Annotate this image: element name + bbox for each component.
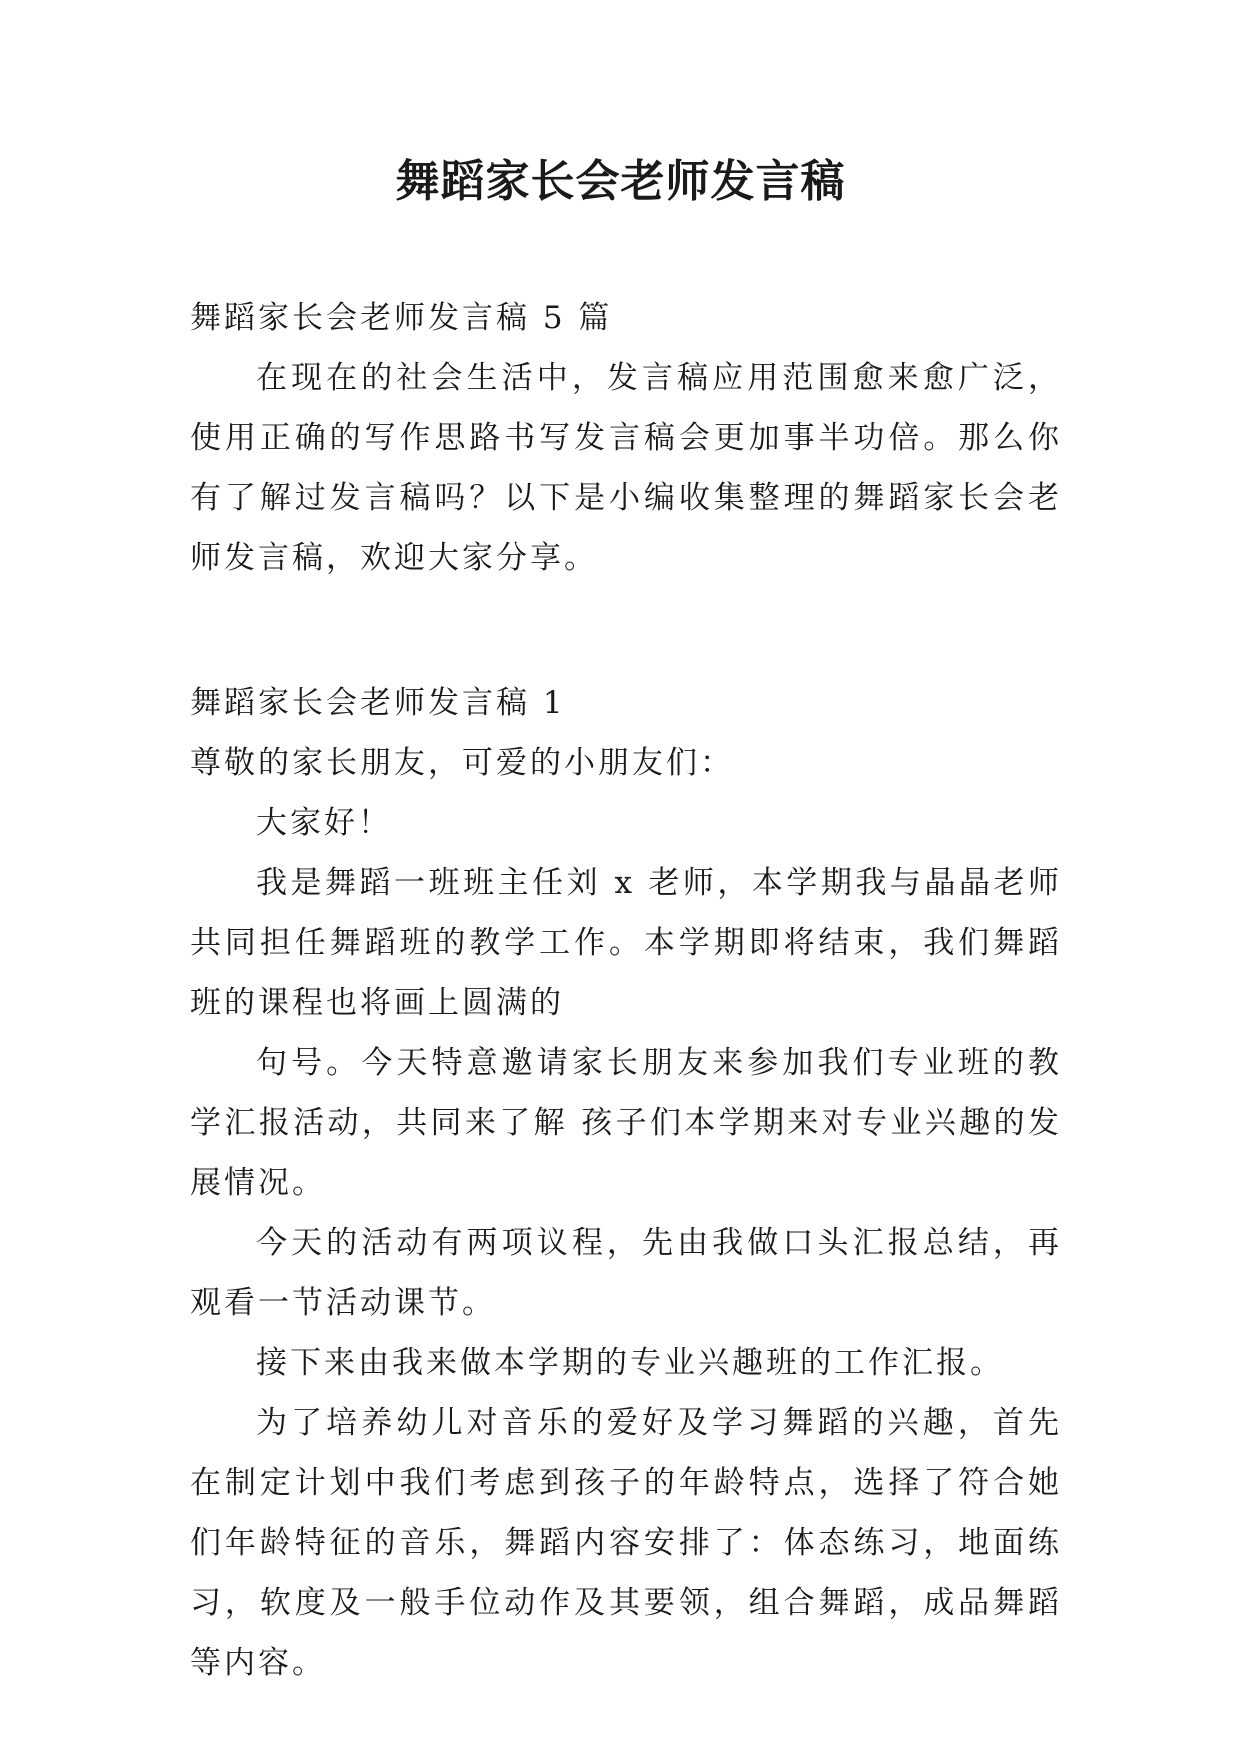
greeting: 大家好！: [256, 805, 392, 841]
body-paragraph: 我是舞蹈一班班主任刘 x 老师，本学期我与晶晶老师共同担任舞蹈班的教学工作。本学期即将结束，我们舞蹈班的课程也将画上圆满的: [190, 865, 1062, 1021]
body-paragraph: 为了培养幼儿对音乐的爱好及学习舞蹈的兴趣，首先在制定计划中我们考虑到孩子的年龄特点，选择了符合她们年龄特征的音乐，舞蹈内容安排了：体态练习，地面练习，软度及一般手位动作及其要领，组合舞蹈，成品舞蹈等内容。: [190, 1405, 1062, 1681]
document-body: [190, 288, 1062, 1693]
intro-paragraph: 在现在的社会生活中，发言稿应用范围愈来愈广泛，使用正确的写作思路书写发言稿会更加事半功倍。那么你有了解过发言稿吗？以下是小编收集整理的舞蹈家长会老师发言稿，欢迎大家分享。: [190, 360, 1062, 576]
section-spacer: [190, 588, 1062, 673]
body-paragraph: 句号。今天特意邀请家长朋友来参加我们专业班的教学汇报活动，共同来了解 孩子们本学期来对专业兴趣的发展情况。: [190, 1045, 1062, 1201]
body-paragraph: 今天的活动有两项议程，先由我做口头汇报总结，再观看一节活动课节。: [190, 1225, 1062, 1321]
page-title: 舞蹈家长会老师发言稿: [395, 156, 846, 207]
document-subtitle: 舞蹈家长会老师发言稿 5 篇: [190, 300, 613, 336]
salutation: 尊敬的家长朋友，可爱的小朋友们：: [190, 745, 734, 781]
body-paragraph: 接下来由我来做本学期的专业兴趣班的工作汇报。: [256, 1345, 1004, 1381]
section-heading: 舞蹈家长会老师发言稿 1: [190, 685, 566, 721]
